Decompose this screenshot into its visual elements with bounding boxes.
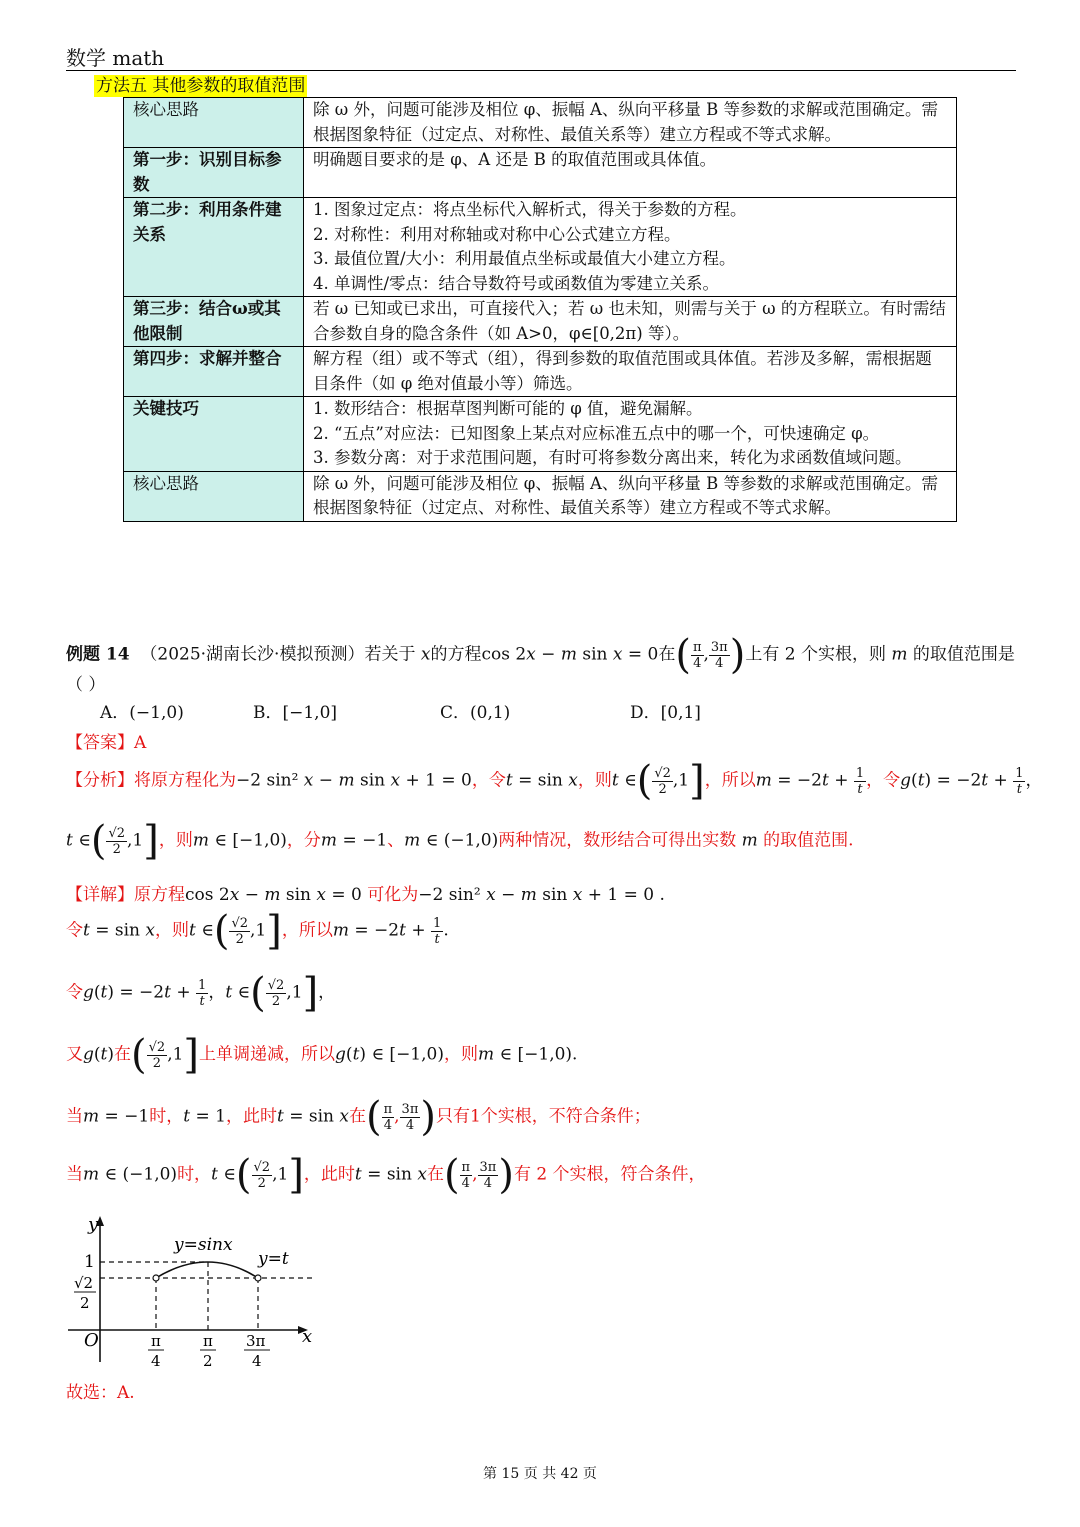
table-row [124,297,957,347]
curve-label: y=sinx [174,1235,233,1255]
y-tick-2: 2 [80,1294,90,1312]
origin-label: O [84,1330,99,1351]
row-key: 第四步：求解并整合 [124,347,304,397]
sine-curve [156,1262,258,1278]
detail-text: 时， [177,1164,212,1185]
method-table [123,97,957,522]
stem-text: 上有 2 个实根，则 [745,644,886,665]
detail-line-6: 当m ∈ (−1,0)时，t ∈( $\frac{√2}{2}$ ,1]，此时t = sin x在( $\frac{\pi}{4}$ , $\frac{3\pi}{4}$ )有 2 个实根，符合条件， [66,1152,706,1198]
row-value-line: 4. 单调性/零点：结合导数符号或函数值为零建立关系。 [313,273,720,293]
detail-text: 原方程 [134,885,185,905]
table-row [124,347,957,397]
analysis-label: 【分析】 [66,770,134,791]
option-b: B．[−1,0] [253,703,338,723]
table-row [124,471,957,521]
row-value [304,347,957,397]
y-axis-label: y [88,1214,99,1235]
row-value-line: 若 ω 已知或已求出，可直接代入；若 ω 也未知，则需与关于 ω 的方程联立。有时需结合参数自身的隐含条件（如 A>0，φ∈[0,2π) 等）。 [313,299,946,343]
row-value [304,198,957,297]
detail-text: 有 2 个实根，符合条件， [513,1164,706,1185]
detail-text: 当 [66,1106,83,1127]
x-tick-pi2-den: 2 [203,1352,213,1370]
row-value-line: 1. 图象过定点：将点坐标代入解析式，得关于参数的方程。 [313,200,747,219]
row-key: 关键技巧 [124,397,304,472]
method-title: 方法五 其他参数的取值范围 [96,76,306,96]
x-tick-pi4-num: π [151,1332,161,1350]
example-source: （2025·湖南长沙·模拟预测） [140,644,365,665]
row-value [304,98,957,148]
detail-line-2: 令t = sin x，则t ∈( $\frac{√2}{2}$ ,1]，所以m = −2t + $\frac{1}{t}$ . [66,908,449,954]
detail-text: 上单调递减，所以 [199,1044,336,1065]
table-row [124,198,957,297]
open-point-right [255,1275,261,1281]
example-question: 例题 14 （2025·湖南长沙·模拟预测）若关于 x的方程cos 2x − m sin x = 0在( $\frac{\pi}{4}$ , $\frac{3\pi}{4}$ )上有 2 个实根，则 m 的取值范围是 [66,632,1015,678]
conclusion: 故选：A. [66,1383,135,1403]
line-label: y=t [258,1249,289,1269]
row-key: 核心思路 [124,98,304,148]
detail-text: 又 [66,1044,83,1065]
header-rule [66,70,1016,71]
answer-blank: （ ） [66,675,106,695]
detail-text: ，则 [443,1044,478,1065]
row-value-line: 3. 参数分离：对于求范围问题，有时可将参数分离出来，转化为求函数值域问题。 [313,448,912,467]
table-row [124,148,957,198]
detail-text: ，此时 [225,1106,277,1127]
stem-text: 在 [658,644,676,665]
y-tick-sqrt2: √2 [74,1274,94,1292]
detail-line-1: 【详解】原方程cos 2x − m sin x = 0 可化为−2 sin² x − m sin x + 1 = 0 . [66,885,665,905]
detail-text: 在 [114,1044,132,1065]
table-row [124,98,957,148]
row-key: 第三步：结合ω或其他限制 [124,297,304,347]
row-value-line: 1. 数形结合：根据草图判断可能的 φ 值，避免漏解。 [313,399,703,418]
detail-text: ，所以 [281,920,333,941]
analysis-text: 将原方程化为 [134,770,236,791]
row-value-line: 明确题目要求的是 φ、A 还是 B 的取值范围或具体值。 [313,150,717,169]
analysis-text: ，令 [471,770,506,791]
analysis-text: ，则 [577,770,612,791]
analysis-text: ，则 [158,830,193,851]
detail-line-4: 又g(t)在( $\frac{√2}{2}$ ,1]上单调递减，所以g(t) ∈ [−1,0)，则m ∈ [−1,0). [66,1032,578,1078]
detail-text: 在 [348,1106,366,1127]
detail-text: 令 [66,982,83,1003]
detail-text: ，此时 [303,1164,355,1185]
analysis-text: ，分 [286,830,321,851]
detail-text: ，则 [155,920,190,941]
detail-text: 当 [66,1164,83,1185]
row-value-line: 除 ω 外，问题可能涉及相位 φ、振幅 A、纵向平移量 B 等参数的求解或范围确定。需根据图象特征（过定点、对称性、最值关系等）建立方程或不等式求解。 [313,100,939,144]
row-value-line: 2. 对称性：利用对称轴或对称中心公式建立方程。 [313,224,681,244]
detail-line-3: 令g(t) = −2t + $\frac{1}{t}$ ，t ∈( $\frac{√2}{2}$ ,1]， [66,970,336,1016]
analysis-text: ，令 [866,770,901,791]
analysis-text: 的取值范围. [763,830,854,851]
option-c: C．(0,1) [440,703,511,723]
analysis-text: 两种情况，数形结合可得出实数 [498,830,737,851]
stem-text: 的取值范围是 [912,644,1015,665]
row-value [304,148,957,198]
stem-text: 若关于 [364,644,416,665]
row-key: 核心思路 [124,471,304,521]
row-value-line: 除 ω 外，问题可能涉及相位 φ、振幅 A、纵向平移量 B 等参数的求解或范围确定。需根据图象特征（过定点、对称性、最值关系等）建立方程或不等式求解。 [313,473,939,517]
x-tick-3pi4-num: 3π [246,1332,266,1350]
row-value-line: 2. “五点”对应法：已知图象上某点对应标准五点中的哪一个，可快速确定 φ。 [313,423,880,443]
x-tick-3pi4-den: 4 [252,1352,262,1370]
detail-text: 在 [426,1164,444,1185]
row-key: 第二步：利用条件建关系 [124,198,304,297]
row-value [304,297,957,347]
open-point-left [153,1275,159,1281]
table-row [124,397,957,472]
row-value [304,471,957,521]
detail-text: 只有1个实根，不符合条件； [435,1106,651,1127]
x-tick-pi4-den: 4 [151,1352,161,1370]
detail-label: 【详解】 [66,885,134,905]
analysis-text: ，所以 [704,770,756,791]
page-footer: 第 15 页 共 42 页 [483,1466,597,1482]
detail-text: 时， [149,1106,184,1127]
row-value [304,397,957,472]
detail-line-5: 当m = −1时，t = 1，此时t = sin x在( $\frac{\pi}{4}$ , $\frac{3\pi}{4}$ )只有1个实根，不符合条件； [66,1094,651,1140]
analysis-text: 、 [387,830,405,851]
row-value-line: 3. 最值位置/大小：利用最值点坐标或最值大小建立方程。 [313,249,736,268]
detail-text: 可化为 [367,885,419,905]
example-label: 例题 14 [66,644,130,665]
y-tick-1: 1 [84,1252,95,1272]
stem-text: 的方程 [430,644,482,665]
analysis-line-1: 【分析】将原方程化为−2 sin² x − m sin x + 1 = 0，令t = sin x，则t ∈( $\frac{√2}{2}$ ,1]，所以m = −2t + $\frac{1}{t}$ ，令g(t) = −2t + $\frac{1}{t}$ ， [66,758,1043,804]
page-header-title: 数学 math [66,46,165,70]
detail-text: 令 [66,920,83,941]
x-axis-label: x [302,1326,313,1347]
sine-graph [62,1212,322,1372]
row-key: 第一步：识别目标参数 [124,148,304,198]
answer-line: 【答案】A [66,733,147,753]
x-tick-pi2-num: π [203,1332,213,1350]
analysis-line-2: t ∈( $\frac{√2}{2}$ ,1]，则m ∈ [−1,0)，分m = −1、m ∈ (−1,0)两种情况，数形结合可得出实数 m 的取值范围. [66,818,854,864]
option-a: A．(−1,0) [100,703,184,723]
option-d: D．[0,1] [630,703,701,723]
row-value-line: 解方程（组）或不等式（组），得到参数的取值范围或具体值。若涉及多解，需根据题目条件（如 φ 绝对值最小等）筛选。 [313,349,932,393]
